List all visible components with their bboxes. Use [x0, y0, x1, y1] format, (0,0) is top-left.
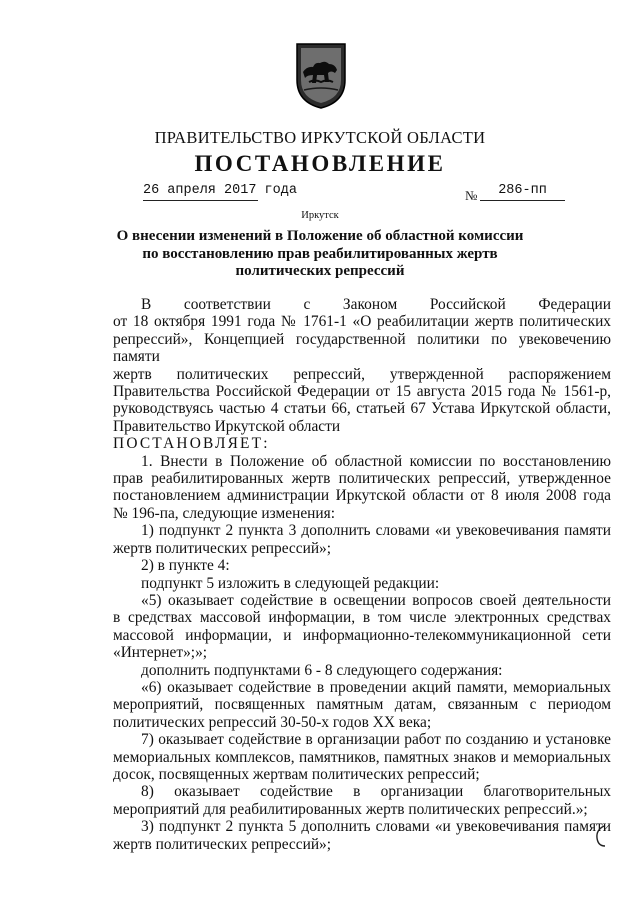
body-line: В соответствии с Законом Российской Федерации: [141, 296, 611, 313]
city-name: Иркутск: [301, 210, 339, 221]
body-line: «Интернет»;»;: [113, 644, 208, 662]
irkutsk-coat-of-arms-icon: [295, 42, 347, 110]
body-line: репрессий», Концепцией государственной политики по увековечению памяти: [113, 330, 611, 366]
body-line: прав реабилитированных жертв политических репрессий, утвержденное: [113, 470, 611, 488]
body-line: Правительства Российской Федерации от 15 августа 2015 года № 1561-р,: [113, 383, 611, 401]
body-line: мемориальных комплексов, памятников, памятных знаков и мемориальных: [113, 748, 611, 766]
body-line: № 196-па, следующие изменения:: [113, 504, 335, 522]
body-line: досок, посвященных жертвам политических репрессий;: [113, 765, 480, 783]
subject-line: по восстановлению прав реабилитированных жертв: [142, 245, 498, 262]
body-line: от 18 октября 1991 года № 1761-1 «О реабилитации жертв политических: [113, 313, 611, 331]
body-line: 7) оказывает содействие в организации работ по созданию и установке: [141, 731, 611, 749]
body-line: 2) в пункте 4:: [141, 557, 230, 575]
body-line: постановлением администрации Иркутской области от 8 июля 2008 года: [113, 487, 611, 505]
body-line: подпункт 5 изложить в следующей редакции:: [141, 574, 440, 592]
government-title: ПРАВИТЕЛЬСТВО ИРКУТСКОЙ ОБЛАСТИ: [154, 128, 486, 147]
body-line: массовой информации, и информационно-телекоммуникационной сети: [113, 626, 611, 644]
document-subject: [0, 228, 640, 281]
handwritten-mark-icon: [593, 822, 607, 850]
body-line: «5) оказывает содействие в освещении вопросов своей деятельности: [141, 591, 611, 609]
body-line: дополнить подпунктами 6 - 8 следующего содержания:: [141, 661, 503, 679]
document-type: ПОСТАНОВЛЕНИЕ: [194, 151, 446, 176]
subject-line: политических репрессий: [235, 263, 405, 279]
body-line: 1. Внести в Положение об областной комиссии по восстановлению: [141, 452, 611, 470]
resolution-keyword: ПОСТАНОВЛЯЕТ:: [113, 435, 270, 453]
body-line: 1) подпункт 2 пункта 3 дополнить словами «и увековечивания памяти: [141, 522, 611, 540]
body-line: руководствуясь частью 4 статьи 66, статьей 67 Устава Иркутской области,: [113, 400, 611, 418]
body-line: жертв политических репрессий, утвержденной распоряжением: [113, 365, 611, 383]
subject-line: О внесении изменений в Положение об областной комиссии: [116, 228, 524, 244]
body-line: Правительство Иркутской области: [113, 417, 341, 435]
body-line: мероприятий для реабилитированных жертв политических репрессий.»;: [113, 800, 588, 818]
number-label: №: [465, 188, 478, 203]
body-line: в средствах массовой информации, в том числе электронных средствах: [113, 609, 611, 627]
body-line: «6) оказывает содействие в проведении акций памяти, мемориальных: [141, 678, 611, 696]
document-date: 26 апреля 2017 года: [143, 183, 258, 201]
body-line: мероприятий, посвященных памятным датам, связанным с периодом: [113, 696, 611, 714]
document-number: 286-пп: [480, 183, 565, 201]
body-line: жертв политических репрессий»;: [113, 835, 332, 853]
body-line: жертв политических репрессий»;: [113, 539, 332, 557]
body-line: 3) подпункт 2 пункта 5 дополнить словами «и увековечивания памяти: [141, 818, 611, 836]
document-body: [113, 296, 611, 853]
body-line: 8) оказывает содействие в организации благотворительных: [141, 783, 611, 801]
body-line: политических репрессий 30-50-х годов XX века;: [113, 713, 432, 731]
